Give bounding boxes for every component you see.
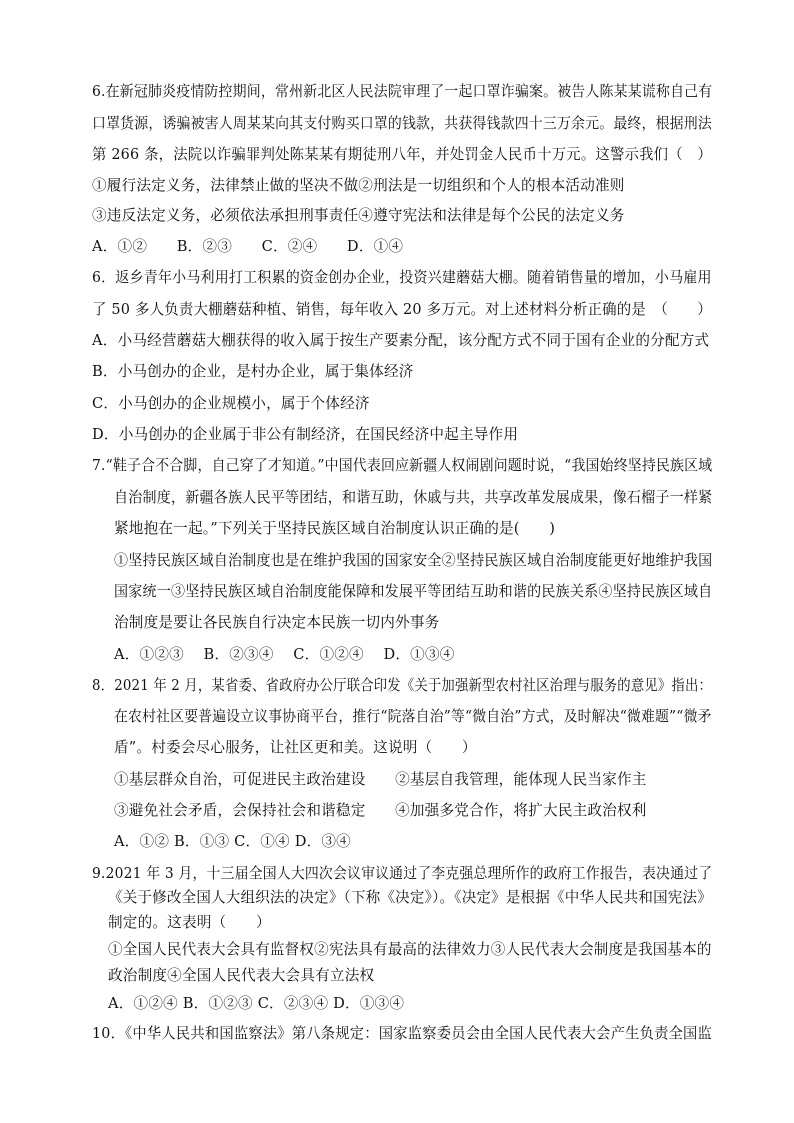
question-stem-line: 盾”。村委会尽心服务，让社区更和美。这说明（ ） xyxy=(114,739,477,756)
answer-options: A．①② B．②③ C．②④ D．①④ xyxy=(92,238,404,255)
question-stem-line: 《关于修改全国人大组织法的决定》（下称《决定》）。《决定》是根据《中华人民共和国宪法》 xyxy=(108,889,712,906)
statement-line: 政治制度④全国人民代表大会具有立法权 xyxy=(108,967,375,984)
statement-line: 国家统一③坚持民族区域自治制度能保障和发展平等团结互助和谐的民族关系④坚持民族区域自 xyxy=(114,583,713,600)
answer-options: A．①② B．①③ C．①④ D．③④ xyxy=(114,833,351,850)
question-stem-line: 在农村社区要普遍设立议事协商平台，推行“院落自治”等“微自治”方式，及时解决“微难题”“微矛 xyxy=(114,708,712,725)
question-stem-line: 制定的。这表明（ ） xyxy=(108,914,271,931)
answer-option: B．小马创办的企业，是村办企业，属于集体经济 xyxy=(92,363,414,380)
question-stem-line: 口罩货源，诱骗被害人周某某向其支付购买口罩的钱款，共获得钱款四十三万余元。最终，根据刑法 xyxy=(92,115,712,132)
answer-options: A．①②④ B．①②③ C．②③④ D．①③④ xyxy=(108,995,405,1012)
statement-line: ①基层群众自治，可促进民主政治建设 ②基层自我管理，能体现人民当家作主 xyxy=(114,771,647,788)
answer-options: A．①②③ B．②③④ C．①②④ D．①③④ xyxy=(114,646,455,663)
question-stem-line: 7.“鞋子合不合脚，自己穿了才知道。”中国代表回应新疆人权闹剧问题时说，“我国始终坚持民族区域 xyxy=(92,457,713,474)
question-stem-line: 6．返乡青年小马利用打工积累的资金创办企业，投资兴建蘑菇大棚。随着销售量的增加，小马雇用 xyxy=(92,269,712,286)
answer-option: C．小马创办的企业规模小，属于个体经济 xyxy=(92,395,370,412)
statement-line: ③违反法定义务，必须依法承担刑事责任④遵守宪法和法律是每个公民的法定义务 xyxy=(92,207,625,224)
question-stem-line: 9.2021 年 3 月，十三届全国人大四次会议审议通过了李克强总理所作的政府工作报告，表决通过了 xyxy=(92,865,713,882)
statement-line: 治制度是要让各民族自行决定本民族一切内外事务 xyxy=(114,614,440,631)
question-stem-line: 紧地抱在一起。”下列关于坚持民族区域自治制度认识正确的是( ) xyxy=(114,520,556,537)
answer-option: A．小马经营蘑菇大棚获得的收入属于按生产要素分配，该分配方式不同于国有企业的分配方式 xyxy=(92,332,710,349)
statement-line: ①坚持民族区域自治制度也是在维护我国的国家安全②坚持民族区域自治制度能更好地维护我国 xyxy=(114,552,713,569)
statement-line: ③避免社会矛盾，会保持社会和谐稳定 ④加强多党合作，将扩大民主政治权利 xyxy=(114,802,647,819)
statement-line: ①履行法定义务，法律禁止做的坚决不做②刑法是一切组织和个人的根本活动准则 xyxy=(92,177,625,194)
answer-option: D．小马创办的企业属于非公有制经济，在国民经济中起主导作用 xyxy=(92,426,519,443)
question-stem-line: 10．《中华人民共和国监察法》第八条规定：国家监察委员会由全国人民代表大会产生负责全国监 xyxy=(92,1025,713,1042)
question-stem-line: 8．2021 年 2 月，某省委、省政府办公厅联合印发《关于加强新型农村社区治理与服务的意见》指出： xyxy=(92,677,713,694)
statement-line: ①全国人民代表大会具有监督权②宪法具有最高的法律效力③人民代表大会制度是我国基本的 xyxy=(108,941,712,958)
question-stem-line: 6.在新冠肺炎疫情防控期间，常州新北区人民法院审理了一起口罩诈骗案。被告人陈某某谎称自己有 xyxy=(92,83,713,100)
question-stem-line: 自治制度，新疆各族人民平等团结，和谐互助，休戚与共，共享改革发展成果，像石榴子一样紧 xyxy=(114,489,713,506)
question-stem-line: 第 266 条，法院以诈骗罪判处陈某某有期徒刑八年，并处罚金人民币十万元。这警示我们（ ） xyxy=(92,146,712,163)
question-stem-line: 了 50 多人负责大棚蘑菇种植、销售，每年收入 20 多万元。对上述材料分析正确的是 （ ） xyxy=(92,301,712,318)
